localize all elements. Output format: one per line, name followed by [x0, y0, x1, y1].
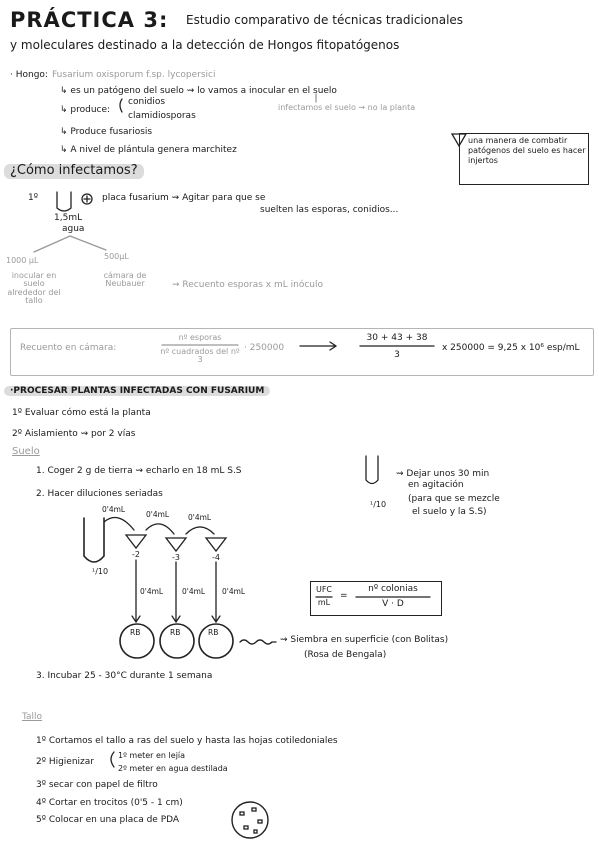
- infect-tube-icon: [57, 192, 71, 211]
- triangle-note-icon: [452, 134, 466, 146]
- formula-mult: · 250000: [244, 343, 285, 353]
- plating-volume-3: 0'4mL: [222, 587, 246, 596]
- dilution-3: -4: [212, 553, 220, 562]
- infect-plate-text-2: suelten las esporas, conidios...: [260, 205, 399, 215]
- dilution-triangle-1: [126, 535, 146, 548]
- title-line-1: Estudio comparativo de técnicas tradicionales: [186, 13, 464, 27]
- hongo-species: Fusarium oxisporum f.sp. lycopersici: [52, 70, 216, 80]
- ufc-den: mL: [317, 598, 331, 607]
- tallo-step-3: 3º secar con papel de filtro: [36, 780, 158, 790]
- heading-suelo: Suelo: [12, 446, 40, 457]
- tube-label-top: ¹/10: [370, 500, 387, 509]
- plate-label-2: RB: [170, 628, 181, 637]
- hongo-conidios: conidios: [128, 97, 166, 107]
- formula-label: Recuento en cámara:: [20, 343, 117, 353]
- formula-den2: 3: [394, 350, 400, 360]
- suelo-step-2: 2. Hacer diluciones seriadas: [36, 489, 163, 499]
- formula-result: x 250000 = 9,25 x 10⁶ esp/mL: [442, 343, 580, 353]
- agitacion-1: ⇝ Dejar unos 30 min: [396, 469, 490, 479]
- wavy-arrow-icon: [240, 640, 276, 644]
- transfer-volume-2: 0'4mL: [146, 510, 170, 519]
- heading-procesar: ·PROCESAR PLANTAS INFECTADAS CON FUSARIUM: [4, 386, 270, 396]
- tube-label-left: ¹/10: [92, 567, 109, 576]
- formula-num2: 30 + 43 + 38: [366, 333, 428, 343]
- heading-como-infectamos: ¿Cómo infectamos?: [4, 164, 144, 179]
- formula-arrow-icon: [300, 342, 336, 350]
- arrow-left-icon: [34, 236, 70, 252]
- brace-icon: [120, 99, 122, 112]
- tallo-step-2b: 2º meter en agua destilada: [118, 764, 228, 773]
- suelo-step-1: 1. Coger 2 g de tierra ⇝ echarlo en 18 mL S.S: [36, 466, 242, 476]
- ufc-equals: =: [340, 591, 348, 601]
- transfer-volume-1: 0'4mL: [102, 505, 126, 514]
- hongo-point-3: ↳ Produce fusariosis: [60, 127, 153, 137]
- infect-plate-text: placa fusarium ⇝ Agitar para que se: [102, 193, 266, 203]
- tallo-step-5: 5º Colocar en una placa de PDA: [36, 815, 180, 825]
- hongo-label: · Hongo:: [10, 70, 48, 80]
- plating-volume-1: 0'4mL: [140, 587, 164, 596]
- page-title: PRÁCTICA 3:: [10, 8, 169, 32]
- formula-num: nº esporas: [178, 333, 222, 342]
- hongo-note: infectamos el suelo ⇝ no la planta: [278, 103, 416, 112]
- tallo-step-2: 2º Higienizar: [36, 757, 94, 767]
- procesar-step-1: 1º Evaluar cómo está la planta: [12, 408, 151, 418]
- transfer-arrow-3: [186, 527, 214, 534]
- hongo-clamidiosporas: clamidiosporas: [128, 111, 196, 121]
- infect-volume: 1,5mL: [54, 213, 83, 223]
- injertos-note-text: una manera de combatir patógenos del suelo es hacer injertos: [468, 136, 586, 165]
- dilution-2: -3: [172, 553, 180, 562]
- heading-tallo: Tallo: [22, 712, 43, 722]
- formula-den: nº cuadrados del nº 3: [160, 347, 240, 365]
- suelo-step-3: 3. Incubar 25 - 30°C durante 1 semana: [36, 671, 213, 681]
- dilution-1: -2: [132, 550, 140, 559]
- transfer-arrow-2: [146, 524, 174, 534]
- transfer-arrow-1: [104, 518, 134, 531]
- down-arrow-2: [172, 562, 180, 622]
- right-volume: 500µL: [104, 252, 129, 261]
- left-volume: 1000 µL: [6, 256, 39, 265]
- agitacion-3: (para que se mezcle: [408, 494, 500, 504]
- petri-plate-2: [160, 624, 194, 658]
- agitacion-4: el suelo y la S.S): [412, 507, 487, 517]
- ufc-col-num: nº colonias: [368, 584, 418, 594]
- dilution-triangle-2: [166, 538, 186, 551]
- down-arrow-3: [212, 562, 220, 622]
- plate-label-1: RB: [130, 628, 141, 637]
- hongo-point-2: ↳ produce:: [60, 105, 111, 115]
- title-line-2: y moleculares destinado a la detección de Hongos fitopatógenos: [10, 38, 400, 52]
- procesar-step-2: 2º Aislamiento ⇝ por 2 vías: [12, 429, 136, 439]
- siembra-text: ⇝ Siembra en superficie (con Bolitas): [280, 635, 449, 645]
- tallo-step-4: 4º Cortar en trocitos (0'5 - 1 cm): [36, 798, 183, 808]
- hongo-point-4: ↳ A nivel de plántula genera marchitez: [60, 145, 237, 155]
- siembra-medium: (Rosa de Bengala): [304, 650, 387, 660]
- right-text: cámara de Neubauer: [103, 271, 147, 289]
- ufc-num: UFC: [315, 585, 333, 594]
- petri-plate-1: [120, 624, 154, 658]
- tallo-step-1: 1º Cortamos el tallo a ras del suelo y hasta las hojas cotiledoniales: [36, 736, 338, 746]
- down-arrow-1: [132, 560, 140, 622]
- ufc-col-den: V · D: [382, 599, 404, 609]
- agitacion-2: en agitación: [408, 480, 464, 490]
- plate-label-3: RB: [208, 628, 219, 637]
- hongo-point-1: ↳ es un patógeno del suelo ⇝ lo vamos a inocular en el suelo: [60, 86, 337, 96]
- infect-step: 1º: [28, 193, 38, 203]
- plating-volume-2: 0'4mL: [182, 587, 206, 596]
- recuento-text: ⇝ Recuento esporas x mL inóculo: [172, 280, 323, 290]
- petri-plate-3: [199, 624, 233, 658]
- arrow-right-icon: [70, 236, 106, 250]
- transfer-volume-3: 0'4mL: [188, 513, 212, 522]
- dilution-tube-icon: [84, 518, 104, 562]
- left-text: inocular en suelo alrededor del tallo: [7, 271, 61, 306]
- tallo-step-2a: 1º meter en lejía: [118, 751, 186, 760]
- infect-water: agua: [62, 224, 85, 234]
- dilution-triangle-3: [206, 538, 226, 551]
- agitation-tube-icon: [366, 456, 378, 484]
